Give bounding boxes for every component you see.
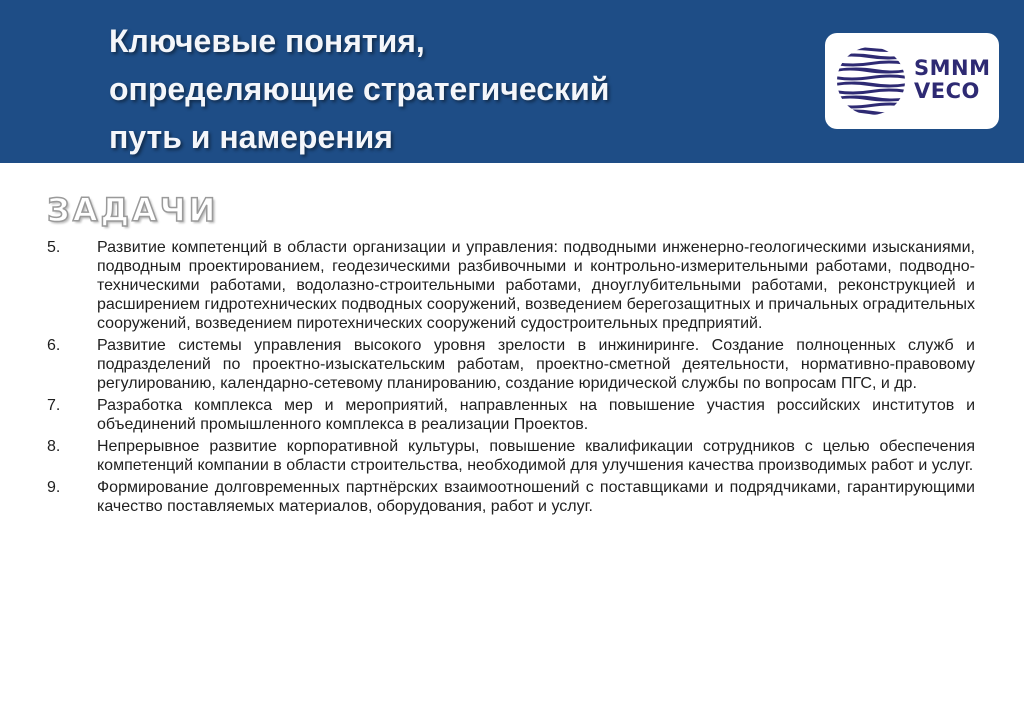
list-item-number: 8. xyxy=(47,438,61,455)
list-item-number: 6. xyxy=(47,337,61,354)
list-item-text: Развитие системы управления высокого уровня зрелости в инжиниринге. Создание полноценных служб и подразделений по проектно-изыскательским работам, проектно-сметной деятельности, нормативно-правовому регулированию, календарно-сетевому планированию, создание юридической службы по вопросам ПГС, и др. xyxy=(97,337,975,392)
list-item-number: 5. xyxy=(47,239,61,256)
list-item-text: Развитие компетенций в области организации и управления: подводными инженерно-геологическими изысканиями, подводным проектированием, геодезическими разбивочными и контрольно-измерительными работами, подводно-техническими работами, водолазно-строительными работами, дноуглубительными работами, реконструкцией и расширением гидротехнических подводных сооружений, возведением берегозащитных и причальных оградительных сооружений, возведением пиротехнических сооружений судостроительных предприятий. xyxy=(97,239,975,332)
list-item-text: Непрерывное развитие корпоративной культуры, повышение квалификации сотрудников с целью обеспечения компетенций компании в области строительства, необходимой для улучшения качества производимых работ и услуг. xyxy=(97,438,975,474)
striped-globe-icon xyxy=(835,45,907,117)
list-item-number: 7. xyxy=(47,397,61,414)
task-list xyxy=(47,238,975,519)
slide-title xyxy=(109,17,749,161)
list-item-text: Разработка комплекса мер и мероприятий, направленных на повышение участия российских институтов и объединений промышленного комплекса в реализации Проектов. xyxy=(97,397,975,433)
slide-title-line: путь и намерения xyxy=(109,119,393,155)
list-item xyxy=(47,336,975,393)
logo-text-line: SMNM xyxy=(914,56,991,80)
header-banner xyxy=(0,0,1024,163)
slide-title-line: определяющие стратегический xyxy=(109,71,610,107)
list-item-text: Формирование долговременных партнёрских взаимоотношений с поставщиками и подрядчиками, гарантирующими качество поставляемых материалов, оборудования, работ и услуг. xyxy=(97,479,975,515)
list-item-number: 9. xyxy=(47,479,61,496)
slide-title-line: Ключевые понятия, xyxy=(109,23,425,59)
section-heading: ЗАДАЧИ xyxy=(47,191,219,229)
list-item xyxy=(47,396,975,434)
company-logo xyxy=(825,33,999,129)
list-item xyxy=(47,478,975,516)
list-item xyxy=(47,238,975,333)
list-item xyxy=(47,437,975,475)
logo-wordmark xyxy=(914,57,994,103)
logo-text-line: VECO xyxy=(914,79,980,103)
